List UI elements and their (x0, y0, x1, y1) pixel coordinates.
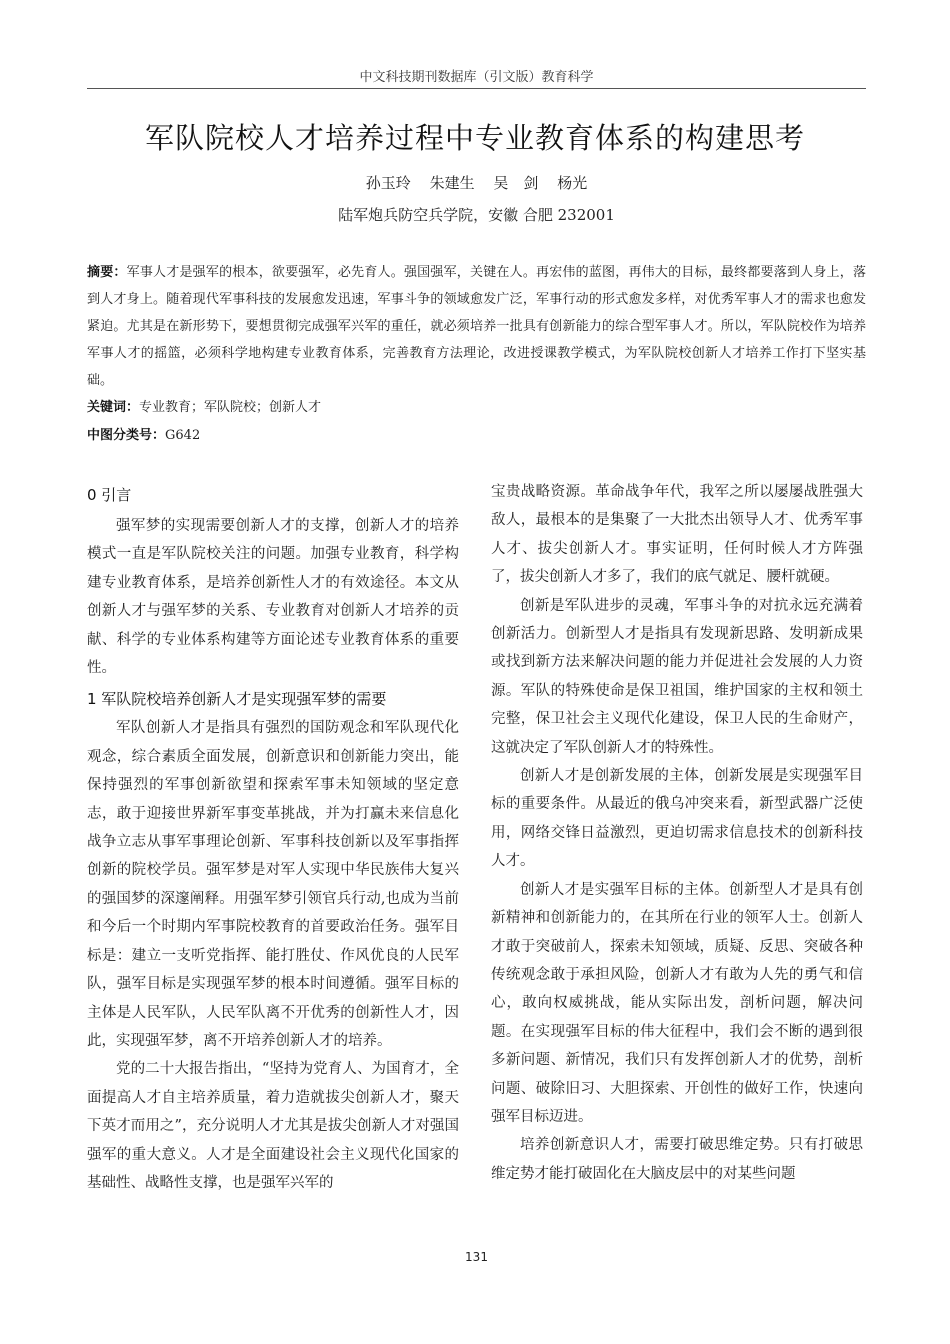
keywords-line (87, 396, 866, 415)
journal-header: 中文科技期刊数据库（引文版）教育科学 (359, 70, 594, 85)
body-column-right (491, 478, 863, 1188)
paragraph: 创新人才是实强军目标的主体。创新型人才是具有创新精神和创新能力的，在其所在行业的领军人士。创新人才敢于突破前人，探索未知领域，质疑、反思、突破各种传统观念敢于承担风险，创新人才有敢为人先的勇气和信心，敢向权威挑战，能从实际出发，剖析问题，解决问题。在实现强军目标的伟大征程中，我们会不断的遇到很多新问题、新情况，我们只有发挥创新人才的优势，剖析问题、破除旧习、大胆探索、开创性的做好工作，快速向强军目标迈进。 (491, 881, 863, 1125)
body-column-left (87, 478, 459, 1197)
author-affiliation: 陆军炮兵防空兵学院，安徽 合肥 232001 (338, 206, 615, 224)
classification-label: 中图分类号： (87, 428, 166, 443)
paragraph: 培养创新意识人才，需要打破思维定势。只有打破思维定势才能打破固化在大脑皮层中的对某些问题 (491, 1137, 863, 1182)
paragraph: 创新人才是创新发展的主体，创新发展是实现强军目标的重要条件。从最近的俄乌冲突来看，新型武器广泛使用，网络交锋日益激烈，更迫切需求信息技术的创新科技人才。 (491, 768, 863, 870)
keywords-text: 专业教育；军队院校；创新人才 (139, 400, 322, 415)
author-name: 朱建生 (429, 174, 475, 192)
paragraph: 军队创新人才是指具有强烈的国防观念和军队现代化观念，综合素质全面发展，创新意识和创新能力突出，能保持强烈的军事创新欲望和探索军事未知领域的坚定意志，敢于迎接世界新军事变革挑战，并为打赢未来信息化战争立志从事军事理论创新、军事科技创新以及军事指挥创新的院校学员。强军梦是对军人实现中华民族伟大复兴的强国梦的深邃阐释。用强军梦引领官兵行动,也成为当前和今后一个时期内军事院校教育的首要政治任务。强军目标是：建立一支听党指挥、能打胜仗、作风优良的人民军队，强军目标是实现强军梦的根本时间遵循。强军目标的主体是人民军队，人民军队离不开优秀的创新性人才，因此，实现强军梦，离不开培养创新人才的培养。 (87, 720, 459, 1049)
classification-line (87, 424, 866, 443)
abstract-block (87, 259, 866, 394)
abstract-text: 军事人才是强军的根本，欲要强军，必先育人。强国强军，关键在人。再宏伟的蓝图，再伟大的目标，最终都要落到人身上，落到人才身上。随着现代军事科技的发展愈发迅速，军事斗争的领域愈发广泛，军事行动的形式愈发多样，对优秀军事人才的需求也愈发紧迫。尤其是在新形势下，要想贯彻完成强军兴军的重任，就必须培养一批具有创新能力的综合型军事人才。所以，军队院校作为培养军事人才的摇篮，必须科学地构建专业教育体系，完善教育方法理论，改进授课教学模式，为军队院校创新人才培养工作打下坚实基础。 (87, 265, 866, 388)
page-number: 131 (465, 1250, 488, 1264)
section-heading: 0 引言 (87, 486, 132, 504)
header-divider (87, 88, 866, 89)
author-list (87, 172, 866, 193)
author-name: 杨光 (557, 174, 588, 192)
author-name: 吴 剑 (493, 174, 539, 192)
author-name: 孙玉玲 (365, 174, 411, 192)
keywords-label: 关键词： (87, 400, 140, 415)
paragraph: 党的二十大报告指出，“坚持为党育人、为国育才，全面提高人才自主培养质量，着力造就拔尖创新人才，聚天下英才而用之”，充分说明人才尤其是拔尖创新人才对强国强军的重大意义。人才是全面建设社会主义现代化国家的基础性、战略性支撑，也是强军兴军的 (87, 1061, 459, 1191)
paragraph: 宝贵战略资源。革命战争年代，我军之所以屡屡战胜强大敌人，最根本的是集聚了一大批杰出领导人才、优秀军事人才、拔尖创新人才。事实证明，任何时候人才方阵强了，拔尖创新人才多了，我们的底气就足、腰杆就硬。 (491, 484, 863, 586)
section-heading: 1 军队院校培养创新人才是实现强军梦的需要 (87, 690, 387, 709)
paragraph: 创新是军队进步的灵魂，军事斗争的对抗永远充满着创新活力。创新型人才是指具有发现新思路、发明新成果或找到新方法来解决问题的能力并促进社会发展的人力资源。军队的特殊使命是保卫祖国，维护国家的主权和领土完整，保卫社会主义现代化建设，保卫人民的生命财产，这就决定了军队创新人才的特殊性。 (491, 597, 863, 756)
paragraph: 强军梦的实现需要创新人才的支撑，创新人才的培养模式一直是军队院校关注的问题。加强专业教育，科学构建专业教育体系，是培养创新性人才的有效途径。本文从创新人才与强军梦的关系、专业教育对创新人才培养的贡献、科学的专业体系构建等方面论述专业教育体系的重要性。 (87, 518, 459, 677)
classification-text: G642 (165, 428, 201, 443)
article-title: 军队院校人才培养过程中专业教育体系的构建思考 (144, 121, 805, 155)
abstract-label: 摘要： (87, 265, 127, 280)
